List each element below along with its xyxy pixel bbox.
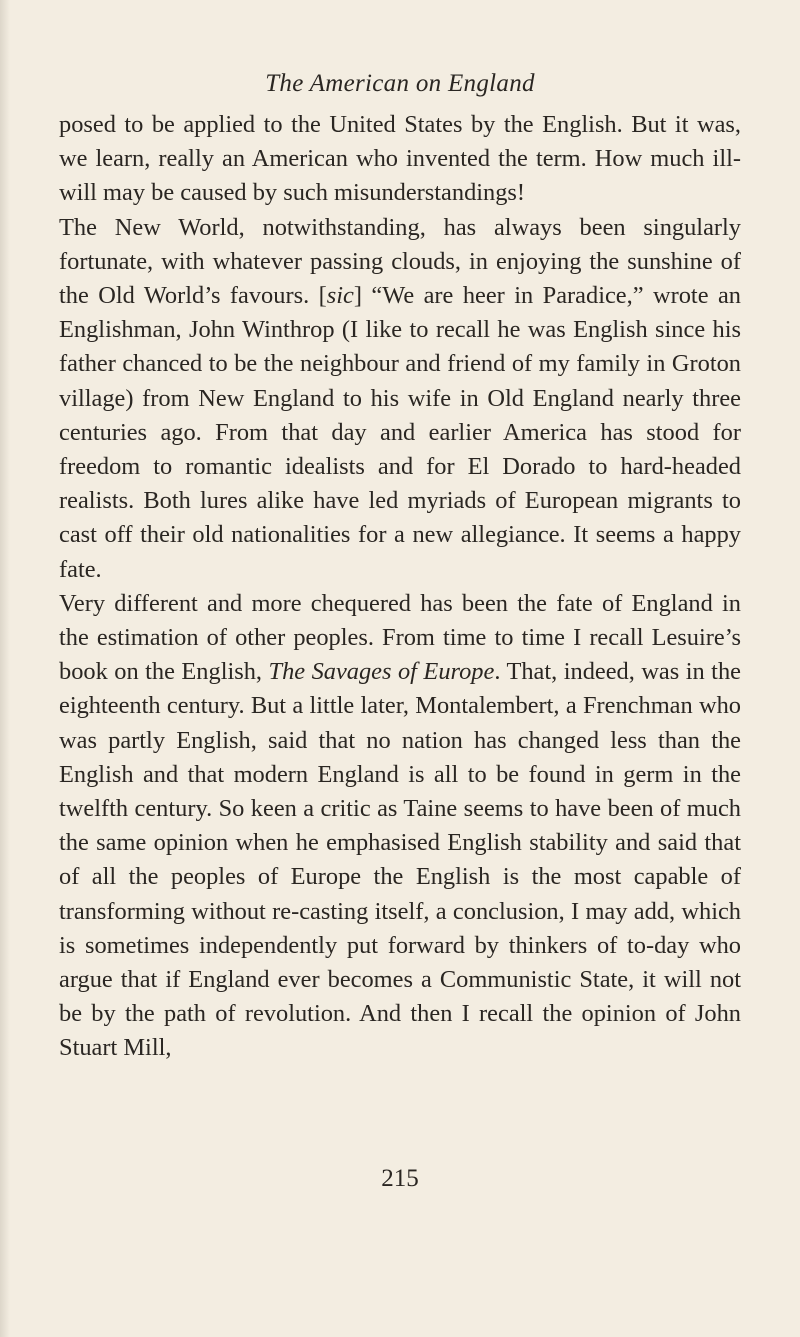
paragraph-3 [59,587,741,1066]
paragraph-2-part-1: The New World, notwithstanding, has always been singularly fortunate, with whatever passing clouds, in enjoying the sunshine of the Old World’s favours. [ [59,213,741,310]
paragraph-2-part-2: ] “We are heer in Paradice,” wrote an Englishman, John Winthrop (I like to recall he was English since his father chanced to be the neighbour and friend of my family in Groton village) from New England to his wife in Old England nearly three centuries ago. From that day and earlier America has stood for freedom to romantic idealists and for El Dorado to hard-headed realists. Both lures alike have led myriads of European migrants to cast off their old nationalities for a new allegiance. It seems a happy fate. [59,282,742,583]
page-number: 215 [381,1165,419,1192]
page-gutter-shadow [0,0,10,1337]
paragraph-3-part-1: Very different and more chequered has been the fate of England in the estimation of other peoples. From time to time I recall Lesuire’s book on the English, [59,589,741,686]
paragraph-2 [59,211,741,587]
paragraph-1: posed to be applied to the United States by the English. But it was, we learn, really an American who invented the term. How much ill-will may be caused by such misunderstandings! [59,111,741,207]
sic-annotation: sic [326,282,354,310]
book-title: The Savages of Europe [268,658,495,686]
body-text [59,108,741,1066]
paragraph-3-part-2: . That, indeed, was in the eighteenth century. But a little later, Montalembert, a Frenchman who was partly English, said that no nation has changed less than the English and that modern England is all to be found in germ in the twelfth century. So keen a critic as Taine seems to have been of much the same opinion when he emphasised English stability and said that of all the peoples of Europe the English is the most capable of transforming without re-casting itself, a conclusion, I may add, which is sometimes independently put forward by thinkers of to-day who argue that if England ever becomes a Communistic State, it will not be by the path of revolution. And then I recall the opinion of John Stuart Mill, [59,658,741,1062]
running-head: The American on England [265,70,535,97]
